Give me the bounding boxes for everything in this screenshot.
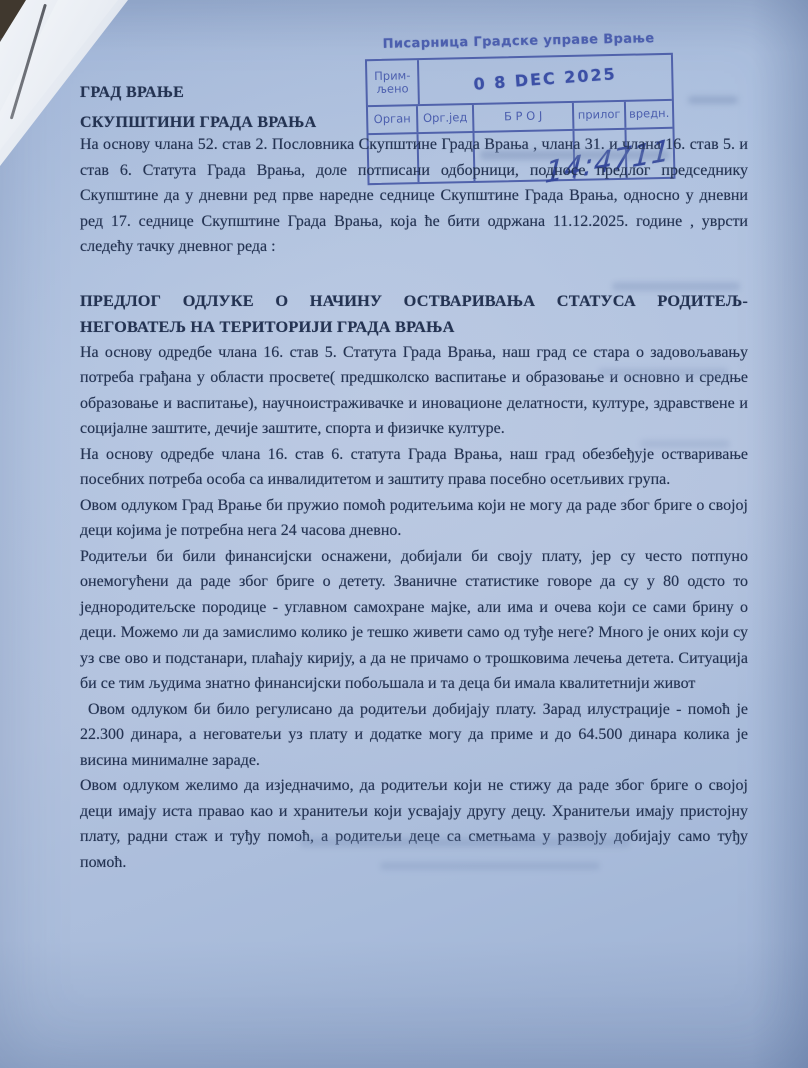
stamp-received-label: Прим-љено	[374, 68, 411, 96]
stamp-col-vredn: вредн.	[624, 101, 673, 128]
stamp-col-orgjed: Орг.јед	[416, 105, 473, 132]
addressee-city: ГРАД ВРАЊЕ	[80, 84, 185, 101]
addressee-assembly: СКУПШТИНИ ГРАДА ВРАЊА	[80, 114, 317, 131]
stamp-col-prilog: прилог	[572, 102, 625, 129]
paragraph-decision-purpose: Овом одлуком Град Врање би пружио помоћ родитељима који не могу да раде због бриге о својој деци којима је потребна нега 24 часова дневно.	[80, 496, 748, 539]
paragraph-statute-art16-5: На основу одредбе члана 16. став 5. Статута Града Врања, наш град се стара о задовољавању потреба грађана у области просвете( предшколско васпитање и образовање и основно и средње образовање и васпитање), научноистраживачке и иновационе делатности, културе, здравствене и социјалне заштите, дечије заштите, спорта и физичке културе.	[80, 343, 748, 437]
stamp-col-broj: Б Р О Ј	[472, 103, 573, 131]
paragraph-statute-art16-6: На основу одредбе члана 16. став 6. статута Града Врања, наш град обезбеђује остваривање посебних потреба особа са инвалидитетом и заштиту права посебно осетљивих група.	[80, 445, 748, 488]
paragraph-legal-basis: На основу члана 52. став 2. Пословника Скупштине Града Врања , члана 31. и члана 16. став 5. и став 6. Статута Града Врања, доле потписани одборници, подносе предлог председнику Скупштине да у дневни ред прве наредне седнице Скупштине Града Врања, односно у дневни ред 17. седнице Скупштине Града Врања, која ће бити одржана 11.12.2025. године , уврсти следећу тачку дневног реда :	[80, 136, 748, 255]
paragraph-salary-amounts: Овом одлуком би било регулисано да родитељи добијају плату. Зарад илустрације - помоћ је 22.300 динара, а неговатељи уз плату и додатке могу да приме и до 64.500 динара колика је висина минималне зараде.	[80, 700, 748, 769]
document-body	[80, 0, 748, 875]
date-stamp: 0 8 DEC 2025	[473, 64, 618, 94]
paragraph-parents-support: Родитељи би били финансијски оснажени, добијали би своју плату, јер су често потпуно онемогућени да раде због бриге о детету. Званичне статистике говоре да су у 80 одсто то једнородитељске породице - углавном самохране мајке, али има и очева који се сами брину о деци. Можемо ли да замислимо колико је тешко живети само од туђе неге? Много је оних који су уз све ово и подстанари, плаћају кирију, а да не причамо о трошковима лечења детета. Ситуација би се тим људима знатно финансијски побољшала и та деца би имала квалитетнији живот	[80, 547, 748, 692]
stamp-col-organ: Орган	[373, 111, 411, 127]
paragraph-equal-rights: Овом одлуком желимо да изједначимо, да родитељи који не стижу да раде због бриге о својој деци имају иста правао као и хранитељи који усвајају другу децу. Хранитељи имају пристојну плату, радни стаж и туђу помоћ, а родитељи деце са сметњама у развоју добијају само туђу помоћ.	[80, 777, 748, 871]
handwritten-registry-number: 14:4711	[543, 132, 672, 190]
proposal-heading: ПРЕДЛОГ ОДЛУКЕ О НАЧИНУ ОСТВАРИВАЊА СТАТУСА РОДИТЕЉ- НЕГОВАТЕЉ НА ТЕРИТОРИЈИ ГРАДА ВРАЊА	[80, 290, 748, 336]
stamp-office-title: Писарница Градске управе Врање	[382, 31, 655, 52]
